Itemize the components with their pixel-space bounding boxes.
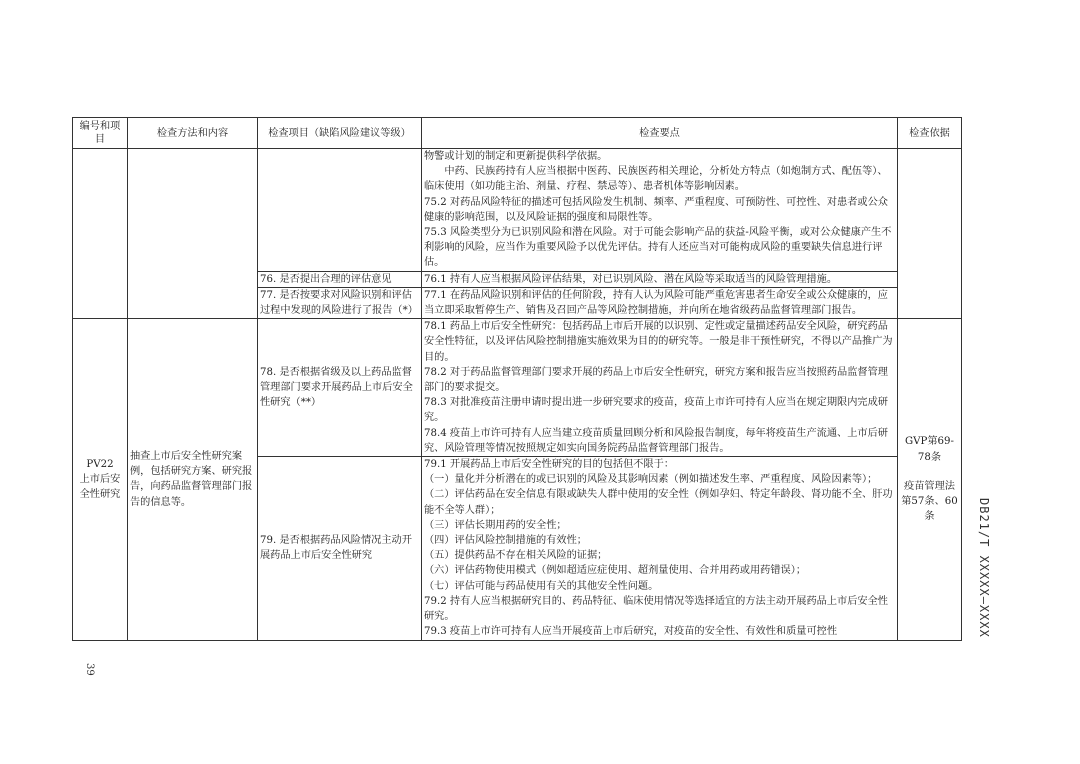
basis-line: GVP第69-78条 [905, 436, 954, 463]
basis-cell [898, 319, 962, 640]
key-point-text: 78.4 疫苗上市许可持有人应当建立疫苗质量回顾分析和风险报告制度，每年将疫苗生产流通、上市后研究、风险管理等情况按照规定如实向国务院药品监督管理部门报告。 [424, 427, 888, 454]
table-header-row [73, 118, 962, 149]
code-label: PV22 [86, 458, 114, 470]
key-point-text: 物警或计划的制定和更新提供科学依据。 [424, 151, 608, 162]
key-point-text: （三）评估长期用药的安全性； [424, 519, 567, 531]
key-point-text: 78.1 药品上市后安全性研究：包括药品上市后开展的以识别、定性或定量描述药品安全风险，研究药品安全性特征，以及评估风险控制措施实施效果为目的的研究等。一般是非干预性研究，不得以产品推广为目的。 [424, 321, 893, 363]
key-point-text: （四）评估风险控制措施的有效性； [424, 535, 587, 547]
basis-line: 疫苗管理法第57条、60条 [901, 480, 958, 523]
key-point-text: （二）评估药品在安全信息有限或缺失人群中使用的安全性（例如孕妇、特定年龄段、肾功能不全、肝功能不全等人群）； [424, 489, 893, 516]
key-point-text: 75.3 风险类型分为已识别风险和潜在风险。对于可能会影响产品的获益-风险平衡，或对公众健康产生不利影响的风险，应当作为重要风险予以优先评估。持有人还应当对可能构成风险的重要缺失信息进行评估。 [424, 227, 892, 269]
table-row [73, 149, 962, 272]
basis-cell-empty [898, 149, 962, 319]
key-point-text: 75.2 对药品风险特征的描述可包括风险发生机制、频率、严重程度、可预防性、可控性、对患者或公众健康的影响范围，以及风险证据的强度和局限性等。 [424, 196, 888, 223]
item-cell: 77. 是否按要求对风险识别和评估过程中发现的风险进行了报告（*） [258, 287, 422, 318]
item-cell: 78. 是否根据省级及以上药品监督管理部门要求开展药品上市后安全性研究（**） [258, 319, 422, 457]
header-item: 检查项目（缺陷风险建议等级） [258, 118, 422, 149]
key-point-text: 中药、民族药持有人应当根据中医药、民族医药相关理论，分析处方特点（如炮制方式、配伍等）、临床使用（如功能主治、剂量、疗程、禁忌等）、患者机体等影响因素。 [424, 166, 888, 193]
key-point-text: 78.3 对批准疫苗注册申请时提出进一步研究要求的疫苗，疫苗上市许可持有人应当在规定期限内完成研究。 [424, 397, 888, 424]
method-cell-empty [128, 149, 258, 319]
code-cell [73, 319, 128, 640]
key-point-text: （一）量化并分析潜在的或已识别的风险及其影响因素（例如描述发生率、严重程度、风险因素等）； [424, 474, 878, 486]
key-points-cell: 76.1 持有人应当根据风险评估结果，对已识别风险、潜在风险等采取适当的风险管理措施。 [422, 271, 898, 287]
page-number: 39 [84, 663, 95, 676]
key-point-text: 79.2 持有人应当根据研究目的、药品特征、临床使用情况等选择适宜的方法主动开展药品上市后安全性研究。 [424, 595, 888, 623]
key-point-text: （五）提供药品不存在相关风险的证据； [424, 550, 608, 562]
key-point-text: 79.3 疫苗上市许可持有人应当开展疫苗上市后研究，对疫苗的安全性、有效性和质量可控性 [424, 626, 838, 638]
key-point-text: 78.2 对于药品监督管理部门要求开展的药品上市后安全性研究，研究方案和报告应当按照药品监督管理部门的要求提交。 [424, 366, 888, 394]
item-cell-empty [258, 149, 422, 272]
standard-number: DB21/T XXXXX—XXXX [977, 498, 991, 638]
code-title: 上市后安全性研究 [79, 473, 121, 500]
header-basis: 检查依据 [898, 118, 962, 149]
item-cell: 79. 是否根据药品风险情况主动开展药品上市后安全性研究 [258, 457, 422, 640]
header-code-name: 编号和项目 [73, 118, 128, 149]
inspection-table [72, 117, 962, 641]
method-cell: 抽查上市后安全性研究案例，包括研究方案、研究报告，向药品监督管理部门报告的信息等。 [128, 319, 258, 640]
key-points-cell [422, 149, 898, 272]
key-point-text: 79.1 开展药品上市后安全性研究的目的包括但不限于： [424, 459, 675, 471]
key-points-cell: 77.1 在药品风险识别和评估的任何阶段，持有人认为风险可能严重危害患者生命安全或公众健康的，应当立即采取暂停生产、销售及召回产品等风险控制措施，并向所在地省级药品监督管理部门报告。 [422, 287, 898, 318]
header-key-points: 检查要点 [422, 118, 898, 149]
basis-spacer [900, 465, 959, 479]
table-row [73, 319, 962, 457]
key-points-cell [422, 319, 898, 457]
code-cell-empty [73, 149, 128, 319]
key-point-text: （七）评估可能与药品使用有关的其他安全性问题。 [424, 580, 659, 592]
key-points-cell [422, 457, 898, 640]
item-cell: 76. 是否提出合理的评估意见 [258, 271, 422, 287]
header-method: 检查方法和内容 [128, 118, 258, 149]
key-point-text: （六）评估药物使用模式（例如超适应症使用、超剂量使用、合并用药或用药错误）； [424, 565, 807, 577]
